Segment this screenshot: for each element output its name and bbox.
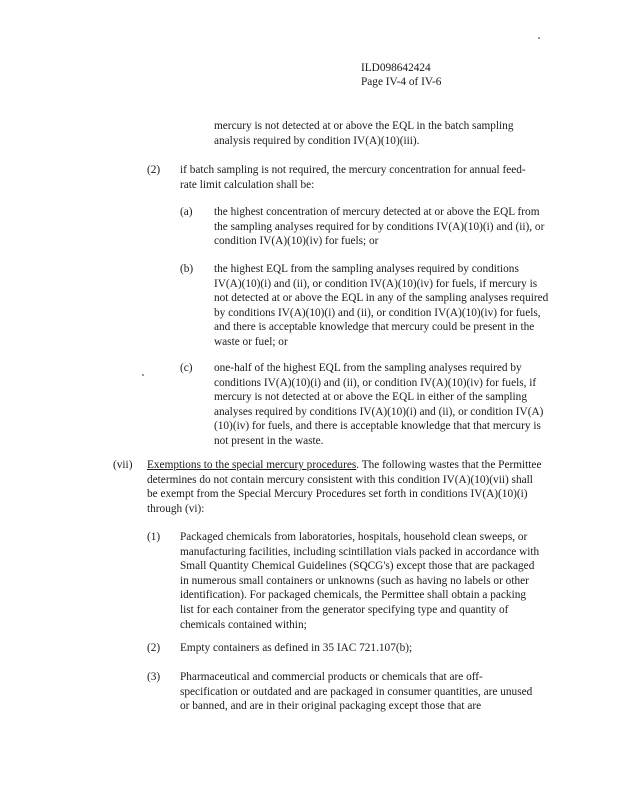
page-header [361,61,441,89]
subitem-b-paragraph: the highest EQL from the sampling analyses required by conditions IV(A)(10)(i) and (ii), or condition IV(A)(10)(iv) for fuels, if mercury is not detected at or above the EQL in any of the sampling analyses required by conditions IV(A)(10)(i) and (ii), or condition IV(A)(10)(iv) for fuels, and there is acceptable knowledge that mercury could be present in the waste or fuel; or [214,263,549,348]
exemption-1-paragraph: Packaged chemicals from laboratories, hospitals, household clean sweeps, or manufacturing facilities, including scintillation vials packed in accordance with Small Quantity Chemical Guidelines (SQCG's) except those that are packaged in numerous small containers or unknowns (such as having no labels or other identification). For packaged chemicals, the Permittee shall obtain a packing list for each container from the generator specifying type and quantity of chemicals contained within; [180,531,540,631]
subitem-letter: (b) [180,263,194,275]
subitem-a-paragraph: the highest concentration of mercury detected at or above the EQL from the sampling analyses required for by conditions IV(A)(10)(i) and (ii), or condition IV(A)(10)(iv) for fuels; or [214,206,545,248]
section-heading: Exemptions to the special mercury procedures [147,459,357,471]
exemption-number: (1) [147,531,161,543]
continuation-paragraph: mercury is not detected at or above the EQL in the batch sampling analysis required by condition IV(A)(10)(iii). [214,120,514,147]
document-id: ILD098642424 [361,62,431,74]
subitem-letter: (a) [180,206,193,218]
exemption-3-paragraph: Pharmaceutical and commercial products or chemicals that are off-specification or outdated and are packaged in consumer quantities, are unused or banned, and are in their original packaging except those that are [180,671,533,713]
section-number: (vii) [113,459,133,471]
subitem-c-paragraph: one-half of the highest EQL from the sampling analyses required by conditions IV(A)(10)(i) and (ii), or condition IV(A)(10)(iv) for fuels, if mercury is not detected at or above the EQL in either of the sampling analyses required by conditions IV(A)(10)(i) and (ii), or condition IV(A)(10)(iv) for fuels, and there is acceptable knowledge that that mercury is not present in the waste. [214,362,544,447]
subitem-letter: (c) [180,362,193,374]
scan-speck [538,37,540,39]
section-vii-paragraph [147,458,542,516]
item-2-paragraph: if batch sampling is not required, the mercury concentration for annual feed-rate limit calculation shall be: [180,164,526,191]
exemption-2-paragraph: Empty containers as defined in 35 IAC 721.107(b); [180,642,413,654]
exemption-number: (2) [147,642,161,654]
section-vii-text: . The following wastes that the Permittee determines do not contain mercury consistent with this condition IV(A)(10)(vii) shall be exempt from the Special Mercury Procedures set forth in conditions IV(A)(10)(i) through (vi): [147,459,542,515]
item-number: (2) [147,164,161,176]
scan-speck [142,374,144,376]
page-number: Page IV-4 of IV-6 [361,76,442,88]
exemption-number: (3) [147,671,161,683]
